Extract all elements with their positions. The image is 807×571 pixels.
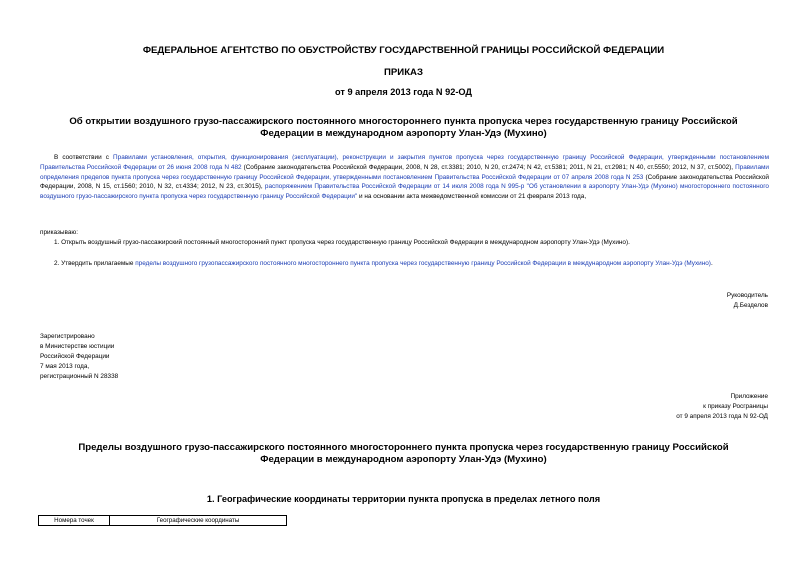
- agency-heading: ФЕДЕРАЛЬНОЕ АГЕНТСТВО ПО ОБУСТРОЙСТВУ ГОСУДАРСТВЕННОЙ ГРАНИЦЫ РОССИЙСКОЙ ФЕДЕРАЦИИ: [142, 45, 665, 56]
- appendix-block: [676, 392, 768, 422]
- signature-block: [727, 291, 768, 311]
- item-text: 2. Утвердить прилагаемые: [54, 260, 136, 267]
- item-text: .: [710, 260, 713, 267]
- appendix-line: Приложение: [730, 393, 768, 400]
- signature-role: Руководитель: [726, 292, 768, 299]
- order-item-1: 1. Открыть воздушный грузо-пассажирский постоянный многосторонний пункт пропуска через государственную границу Российской Федерации в международном аэропорту Улан-Удэ (Мухино).: [54, 239, 630, 246]
- link-rules-checkpoints[interactable]: Правилами установления, открытия, функционирования (эксплуатации), реконструкции и закрытия пунктов пропуска через государственную границу Российской Федерации, утвержденными постановлением Правительства Российской Федерации от 26 июня 2008 года N 482: [40, 154, 769, 171]
- preamble-text: В соответствии с: [54, 154, 114, 161]
- registration-line: в Министерстве юстиции: [40, 343, 115, 350]
- link-government-order[interactable]: распоряжением Правительства Российской Федерации от 14 июля 2008 года N 995-р "Об установлении в аэропорту Улан-Удэ (Мухино) многостороннего постоянного воздушного грузо-пассажирского пункта пропуска через государственную границу Российской Федерации": [40, 183, 769, 201]
- appendix-line: к приказу Росграницы: [703, 403, 768, 410]
- section-1-title: 1. Географические координаты территории пункта пропуска в пределах летного поля: [206, 494, 601, 504]
- registration-line: Зарегистрировано: [40, 333, 95, 340]
- document-type: ПРИКАЗ: [384, 67, 423, 78]
- signature-name: Д.Безделов: [733, 302, 768, 309]
- document-date: от 9 апреля 2013 года N 92-ОД: [335, 87, 472, 97]
- table-header-cell: Номера точек: [39, 516, 110, 526]
- registration-line: Российской Федерации: [40, 353, 110, 360]
- appendix-title: Пределы воздушного грузо-пассажирского постоянного многостороннего пункта пропуска через государственную границу Российской Федерации в международном аэропорту Улан-Удэ (Мухино): [78, 442, 729, 465]
- order-word: приказываю:: [40, 229, 78, 236]
- link-checkpoint-limits[interactable]: пределы воздушного грузопассажирского постоянного многостороннего пункта пропуска через государственную границу Российской Федерации в международном аэропорту Улан-Удэ (Мухино): [135, 260, 711, 267]
- preamble-text: (Собрание законодательства Российской Федерации, 2008, N 28, ст.3381; 2010, N 20, ст.2474; N 42, ст.5381; 2011, N 21, ст.2981; N 40, ст.5550; 2012, N 37, ст.5002),: [241, 163, 736, 171]
- registration-line: 7 мая 2013 года,: [40, 363, 90, 370]
- coordinates-table: [38, 515, 287, 526]
- preamble-text: и на основании акта межведомственной комиссии от 21 февраля 2013 года,: [357, 193, 587, 201]
- document-title: Об открытии воздушного грузо-пассажирского постоянного многостороннего пункта пропуска через государственную границу Российской Федерации в международном аэропорту Улан-Удэ (Мухино): [69, 116, 738, 139]
- registration-block: [40, 332, 118, 382]
- link-rules-limits[interactable]: Правилами определения пределов пункта пропуска через государственную границу Российской Федерации, утвержденными постановлением Правительства Российской Федерации от 07 апреля 2008 года N 253: [40, 163, 769, 181]
- preamble-text: (Собрание законодательства Российской Федерации, 2008, N 15, ст.1560; 2010, N 32, ст.4334; 2012, N 23, ст.3015),: [40, 173, 769, 191]
- order-item-2: [40, 259, 769, 269]
- preamble-paragraph: [40, 153, 769, 202]
- registration-line: регистрационный N 28338: [40, 373, 119, 380]
- table-header-row: [39, 516, 287, 526]
- appendix-line: от 9 апреля 2013 года N 92-ОД: [676, 413, 768, 420]
- table-header-cell: Географические координаты: [110, 516, 287, 526]
